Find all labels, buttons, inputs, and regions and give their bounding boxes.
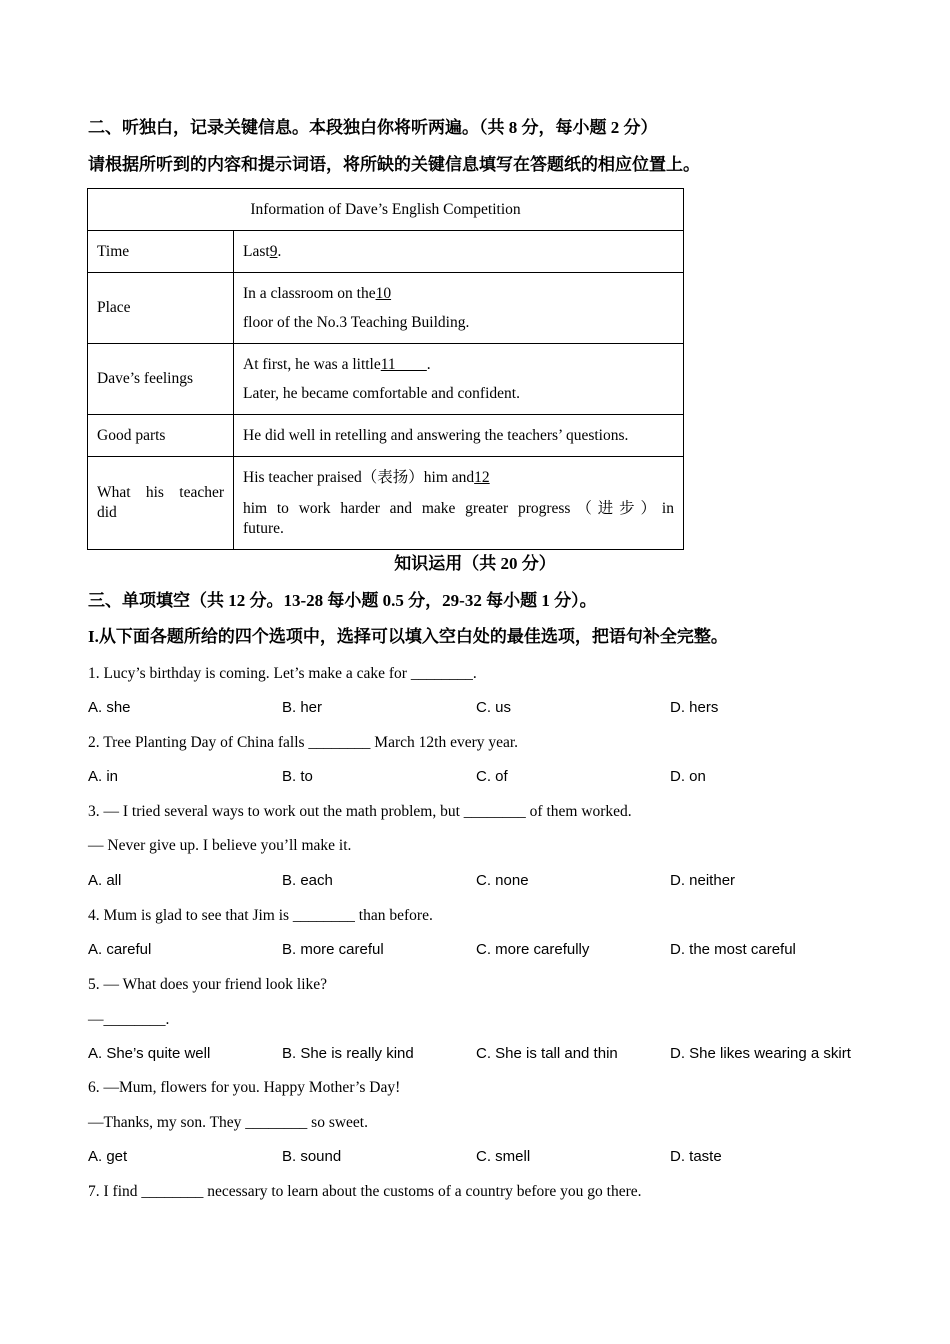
section2-instruction: 请根据所听到的内容和提示词语，将所缺的关键信息填写在答题纸的相应位置上。 — [88, 155, 700, 174]
question-5-reply: —________. — [88, 1011, 170, 1028]
table-row — [88, 344, 684, 415]
row-label-teacher: What his teacher did — [88, 457, 234, 550]
row-content-feelings: At first, he was a little11____. Later, he became comfortable and confident. — [234, 344, 684, 415]
blank-12: 12 — [474, 468, 490, 486]
q3-option-c[interactable]: C. none — [476, 872, 529, 889]
q4-option-b[interactable]: B. more careful — [282, 941, 384, 958]
section3-instruction: I.从下面各题所给的四个选项中，选择可以填入空白处的最佳选项，把语句补全完整。 — [88, 627, 728, 646]
question-3-reply: — Never give up. I believe you’ll make it. — [88, 837, 352, 854]
q3-option-d[interactable]: D. neither — [670, 872, 736, 889]
section3-title: 三、单项填空（共 12 分。13-28 每小题 0.5 分，29-32 每小题 1 分）。 — [88, 591, 597, 610]
q2-option-d[interactable]: D. on — [670, 768, 706, 785]
question-6-reply: —Thanks, my son. They ________ so sweet. — [88, 1114, 368, 1131]
question-6: 6. —Mum, flowers for you. Happy Mother’s Day! — [88, 1079, 401, 1096]
q5-option-d[interactable]: D. She likes wearing a skirt — [670, 1045, 851, 1062]
q1-option-d[interactable]: D. hers — [670, 699, 719, 716]
q1-option-c[interactable]: C. us — [476, 699, 512, 716]
blank-9: 9 — [269, 242, 278, 260]
section2-title: 二、听独白，记录关键信息。本段独白你将听两遍。（共 8 分，每小题 2 分） — [88, 118, 658, 137]
row-label-time: Time — [88, 231, 234, 273]
q2-option-a[interactable]: A. in — [88, 768, 119, 785]
question-2: 2. Tree Planting Day of China falls ________ March 12th every year. — [88, 734, 519, 751]
question-4: 4. Mum is glad to see that Jim is ________ than before. — [88, 907, 433, 924]
row-content-good-parts: He did well in retelling and answering the teachers’ questions. — [234, 415, 684, 457]
q4-option-c[interactable]: C. more carefully — [476, 941, 590, 958]
q1-option-a[interactable]: A. she — [88, 699, 131, 716]
row-content-place: In a classroom on the10 floor of the No.3 Teaching Building. — [234, 273, 684, 344]
table-header: Information of Dave’s English Competition — [88, 189, 684, 231]
q5-option-a[interactable]: A. She’s quite well — [88, 1045, 211, 1062]
blank-11: 11____ — [380, 355, 427, 373]
q4-option-d[interactable]: D. the most careful — [670, 941, 796, 958]
knowledge-title: 知识运用（共 20 分） — [394, 554, 556, 573]
q5-option-c[interactable]: C. She is tall and thin — [476, 1045, 618, 1062]
table-header-row — [88, 189, 684, 231]
q6-option-d[interactable]: D. taste — [670, 1148, 722, 1165]
q2-option-c[interactable]: C. of — [476, 768, 508, 785]
row-content-time: Last9. — [234, 231, 684, 273]
q5-option-b[interactable]: B. She is really kind — [282, 1045, 414, 1062]
q6-option-b[interactable]: B. sound — [282, 1148, 342, 1165]
table-row — [88, 415, 684, 457]
question-3: 3. — I tried several ways to work out the math problem, but ________ of them worked. — [88, 803, 632, 820]
q2-option-b[interactable]: B. to — [282, 768, 313, 785]
q6-option-c[interactable]: C. smell — [476, 1148, 531, 1165]
question-1: 1. Lucy’s birthday is coming. Let’s make a cake for ________. — [88, 665, 477, 682]
row-content-teacher: His teacher praised（表扬）him and12 him to work harder and make greater progress（进步）in future. — [234, 457, 684, 550]
q6-option-a[interactable]: A. get — [88, 1148, 128, 1165]
row-label-good-parts: Good parts — [88, 415, 234, 457]
q3-option-a[interactable]: A. all — [88, 872, 122, 889]
question-5: 5. — What does your friend look like? — [88, 976, 328, 993]
question-7: 7. I find ________ necessary to learn about the customs of a country before you go there. — [88, 1183, 642, 1200]
blank-10: 10 — [375, 284, 392, 302]
row-label-feelings: Dave’s feelings — [88, 344, 234, 415]
table-row — [88, 231, 684, 273]
q4-option-a[interactable]: A. careful — [88, 941, 152, 958]
q3-option-b[interactable]: B. each — [282, 872, 333, 889]
row-label-place: Place — [88, 273, 234, 344]
q1-option-b[interactable]: B. her — [282, 699, 323, 716]
table-row — [88, 273, 684, 344]
table-row — [88, 457, 684, 550]
info-table — [87, 188, 684, 550]
